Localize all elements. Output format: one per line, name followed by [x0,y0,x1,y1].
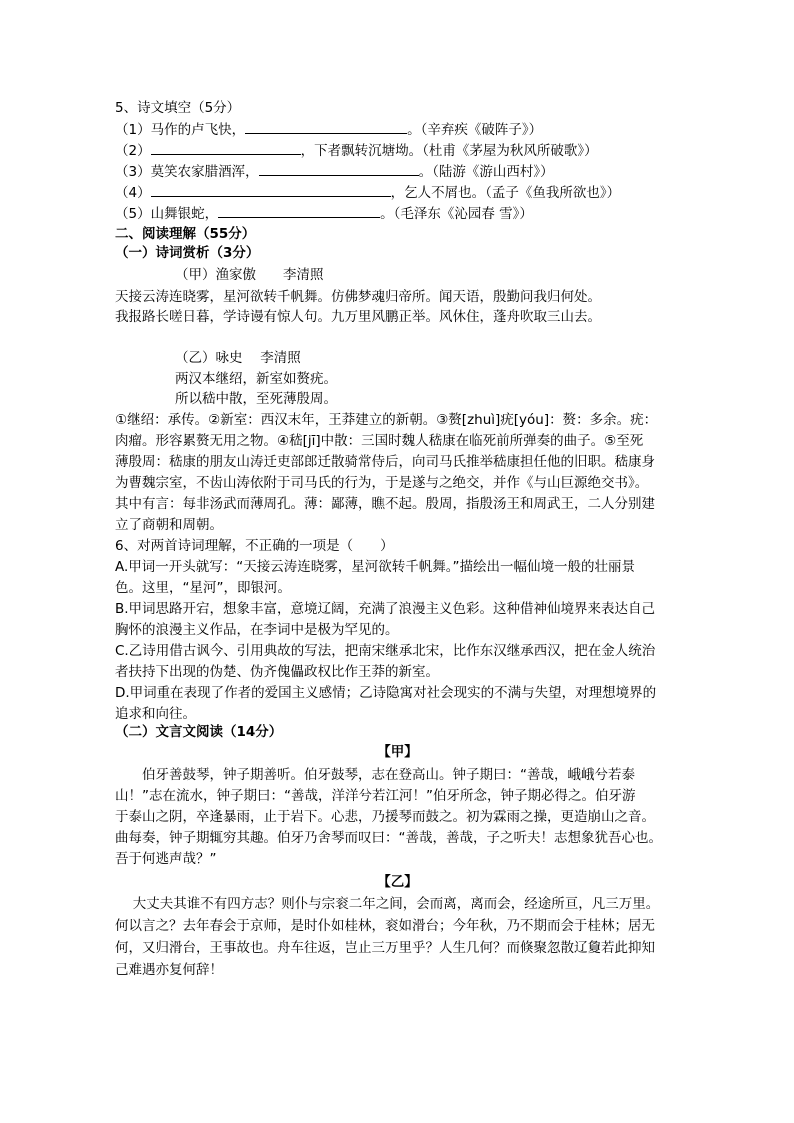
poem-b-line-2: 所以嵇中散，至死薄殷周。 [175,391,337,407]
q6-stem: 6、对两首诗词理解，不正确的一项是（ ） [115,538,394,554]
q5-item-4-after: ，乞人不屑也。（孟子《鱼我所欲也》） [390,185,621,201]
yi-line-1: 大丈夫其谁不有四方志？则仆与宗衮二年之间，会而离，离而会，经途所亘，凡三万里。 [115,896,660,912]
q5-item-4 [115,183,620,202]
poem-b-title: （乙）咏史 李清照 [175,350,301,366]
q5-item-5 [115,204,533,223]
answer-blank[interactable] [218,204,380,218]
q5-item-1-before: （1）马作的卢飞快， [115,122,246,138]
q5-item-2 [115,141,598,160]
q5-item-1-after: 。（辛弃疾《破阵子》） [407,122,543,138]
q5-item-1 [115,120,542,139]
notes-line-1: ①继绍：承传。②新室：西汉末年，王莽建立的新朝。③赘[zhuì]疣[yóu]：赘：多余。疣： [115,412,658,428]
jia-title: 【甲】 [377,744,418,760]
q5-item-5-after: 。（毛泽东《沁园春 雪》） [380,206,533,222]
notes-line-2: 肉瘤。形容累赘无用之物。④嵇[jī]中散：三国时魏人嵇康在临死前所弹奏的曲子。⑤至死 [115,433,644,449]
jia-line-5: 吾于何逃声哉？” [115,851,217,867]
notes-line-5: 其中有言：每非汤武而薄周孔。薄：鄙薄，瞧不起。殷周，指殷汤王和周武王，二人分别建 [115,496,655,512]
q6-option-line-4: 胸怀的浪漫主义作品，在李词中是极为罕见的。 [115,622,399,638]
yi-line-2: 何以言之？去年春会于京师，是时仆如桂林，衮如滑台；今年秋，乃不期而会于桂林；居无 [115,918,655,934]
q5-item-3-after: 。（陆游《游山西村》） [418,164,554,180]
q6-option-line-2: 色。这里，“星河”，即银河。 [115,580,291,596]
q5-title: 5、诗文填空（5分） [115,100,241,116]
jia-line-3: 于泰山之阴，卒逢暴雨，止于岩下。心悲，乃援琴而鼓之。初为霖雨之操，更造崩山之音。 [115,809,655,825]
q5-item-3 [115,162,554,181]
q6-option-line-8: 追求和向往。 [115,706,196,722]
q6-option-line-6: 者扶持下出现的伪楚、伪齐傀儡政权比作王莽的新室。 [115,664,439,680]
section2-sub1-title: （一）诗词赏析（3分） [115,245,260,261]
poem-a-title: （甲）渔家傲 李清照 [175,267,324,283]
jia-line-1: 伯牙善鼓琴，钟子期善听。伯牙鼓琴，志在登高山。钟子期曰：“善哉，峨峨兮若泰 [115,767,635,783]
poem-a-line-2: 我报路长嗟日暮，学诗谩有惊人句。九万里风鹏正举。风休住，蓬舟吹取三山去。 [115,309,601,325]
q5-item-5-before: （5）山舞银蛇， [115,206,219,222]
q6-option-line-1: A.甲词一开头就写：“天接云涛连晓雾，星河欲转千帆舞。”描绘出一幅仙境一般的壮丽景 [115,559,636,575]
yi-title: 【乙】 [377,874,418,890]
answer-blank[interactable] [151,183,391,197]
notes-line-6: 立了商朝和周朝。 [115,517,223,533]
jia-line-2: 山！”志在流水，钟子期曰：“善哉，洋洋兮若江河！”伯牙所念，钟子期必得之。伯牙游 [115,788,636,804]
section2-sub2-title: （二）文言文阅读（14分） [115,724,283,740]
yi-line-3: 何，又归滑台，王事故也。舟车往返，岂止三万里乎？人生几何？而倏聚忽散辽敻若此抑知 [115,940,655,956]
q5-item-3-before: （3）莫笑农家腊酒浑， [115,164,259,180]
answer-blank[interactable] [151,141,301,155]
q6-option-line-5: C.乙诗用借古讽今、引用典故的写法，把南宋继承北宋，比作东汉继承西汉，把在金人统治 [115,643,656,659]
section2-title: 二、阅读理解（55分） [115,226,256,242]
notes-line-3: 薄殷周：嵇康的朋友山涛迁吏部郎迁散骑常侍后，向司马氏推举嵇康担任他的旧职。嵇康身 [115,454,655,470]
q6-option-line-3: B.甲词思路开宕，想象丰富，意境辽阔，充满了浪漫主义色彩。这种借神仙境界来表达自己 [115,601,656,617]
notes-line-4: 为曹魏宗室，不齿山涛依附于司马氏的行为，于是遂与之绝交，并作《与山巨源绝交书》。 [115,475,649,491]
q5-item-4-before: （4） [115,185,151,201]
yi-line-4: 己难遇亦复何辞！ [115,962,223,978]
q6-option-line-7: D.甲词重在表现了作者的爱国主义感情；乙诗隐寓对社会现实的不满与失望，对理想境界的 [115,685,657,701]
poem-b-line-1: 两汉本继绍，新室如赘疣。 [175,371,337,387]
answer-blank[interactable] [245,120,407,134]
poem-a-line-1: 天接云涛连晓雾，星河欲转千帆舞。仿佛梦魂归帝所。闻天语，殷勤问我归何处。 [115,289,601,305]
q5-item-2-before: （2） [115,143,151,159]
jia-line-4: 曲每奏，钟子期辄穷其趣。伯牙乃舍琴而叹曰：“善哉，善哉，子之听夫！志想象犹吾心也。 [115,830,662,846]
q5-item-2-after: ，下者飘转沉塘坳。（杜甫《茅屋为秋风所破歌》） [300,143,598,159]
answer-blank[interactable] [259,162,419,176]
